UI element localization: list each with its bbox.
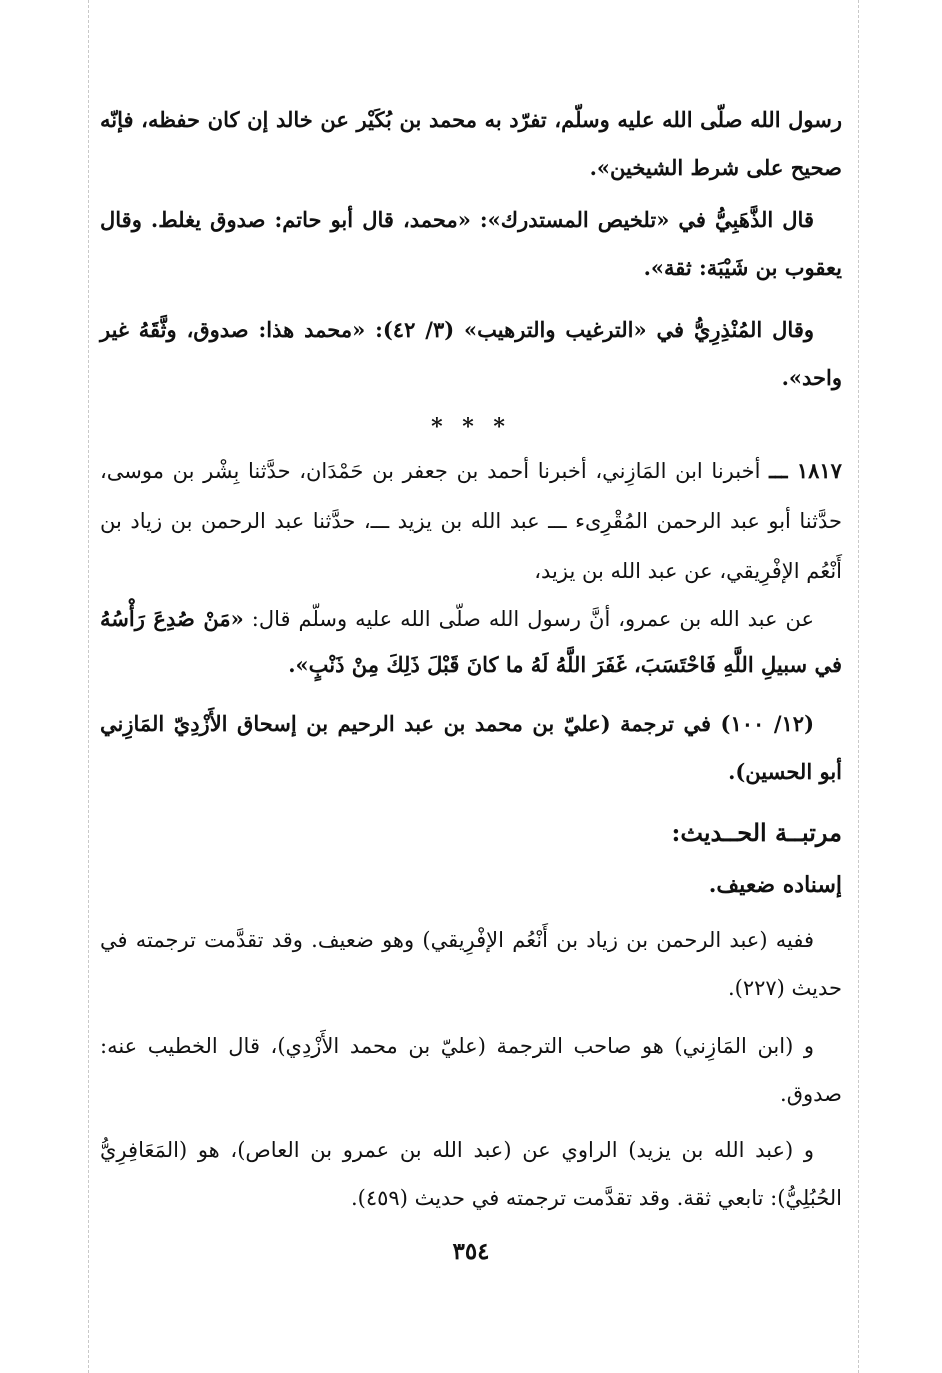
paragraph-2-text: قال الذَّهَبِيُّ في «تلخيص المستدرك»: «محمد، قال أبو حاتم: صدوق يغلط. وقال يعقوب بن شَيْبَة: ثقة». xyxy=(100,207,842,280)
reference-block xyxy=(100,700,842,796)
right-scan-margin-line xyxy=(858,0,859,1373)
paragraph-4 xyxy=(100,916,842,1012)
hadith-isnad: أخبرنا ابن المَازِني، أخبرنا أحمد بن جعفر بن حَمْدَان، حدَّثنا بِشْر بن موسى، حدَّثنا أبو عبد الرحمن المُقْرِىء ـــ عبد الله بن يزيد ـــ، حدَّثنا عبد الرحمن بن زياد بن أَنْعُم الإفْرِيقي، عن عبد الله بن يزيد، xyxy=(100,459,842,583)
hadith-matn-intro: عن عبد الله بن عمرو، أنَّ رسول الله صلّى الله عليه وسلّم قال: xyxy=(251,607,814,631)
hadith-isnad-block xyxy=(100,446,842,596)
paragraph-1 xyxy=(100,96,842,192)
paragraph-5 xyxy=(100,1022,842,1118)
hadith-grade: إسناده ضعيف. xyxy=(708,872,842,898)
section-divider: * * * xyxy=(431,414,511,440)
paragraph-3 xyxy=(100,306,842,402)
page-number: ٣٥٤ xyxy=(452,1238,490,1265)
paragraph-2 xyxy=(100,196,842,292)
section-heading-rank: مرتبــة الحــديث: xyxy=(671,818,842,847)
paragraph-5-text: و (ابن المَازِني) هو صاحب الترجمة (عليّ بن محمد الأَزْدِي)، قال الخطيب عنه: صدوق. xyxy=(100,1034,842,1106)
paragraph-1-text: رسول الله صلّى الله عليه وسلّم، تفرّد به محمد بن بُكَيْر عن خالد إن كان حفظه، فإنّه صحيح على شرط الشيخين». xyxy=(100,107,842,180)
reference-text: (١٢/ ١٠٠) في ترجمة (عليّ بن محمد بن عبد الرحيم بن إسحاق الأَزْدِيّ المَازِني أبو الحسين). xyxy=(100,711,842,784)
paragraph-6 xyxy=(100,1126,842,1222)
paragraph-6-text: و (عبد الله بن يزيد) الراوي عن (عبد الله بن عمرو بن العاص)، هو (المَعَافِرِيُّ الحُبُلِيُّ): تابعي ثقة. وقد تقدَّمت ترجمته في حديث (٤٥٩). xyxy=(100,1138,842,1210)
paragraph-3-text: وقال المُنْذِرِيُّ في «الترغيب والترهيب» (٣/ ٤٢): «محمد هذا: صدوق، وثَّقَهُ غير واحد». xyxy=(100,317,842,390)
paragraph-4-text: ففيه (عبد الرحمن بن زياد بن أَنْعُم الإفْرِيقي) وهو ضعيف. وقد تقدَّمت ترجمته في حديث (٢٢٧). xyxy=(100,928,842,1000)
hadith-matn-block xyxy=(100,596,842,688)
left-scan-margin-line xyxy=(88,0,89,1373)
hadith-matn-paragraph xyxy=(100,596,842,688)
hadith-isnad-paragraph xyxy=(100,446,842,596)
hadith-matn-text: «مَنْ صُدِعَ رَأْسُهُ في سبيلِ اللَّهِ فَاحْتَسَبَ، غَفَرَ اللَّهُ لَهُ ما كانَ قَبْلَ ذَلِكَ مِنْ ذَنْبٍ». xyxy=(100,606,842,677)
hadith-number: ١٨١٧ ـــ xyxy=(769,458,842,483)
